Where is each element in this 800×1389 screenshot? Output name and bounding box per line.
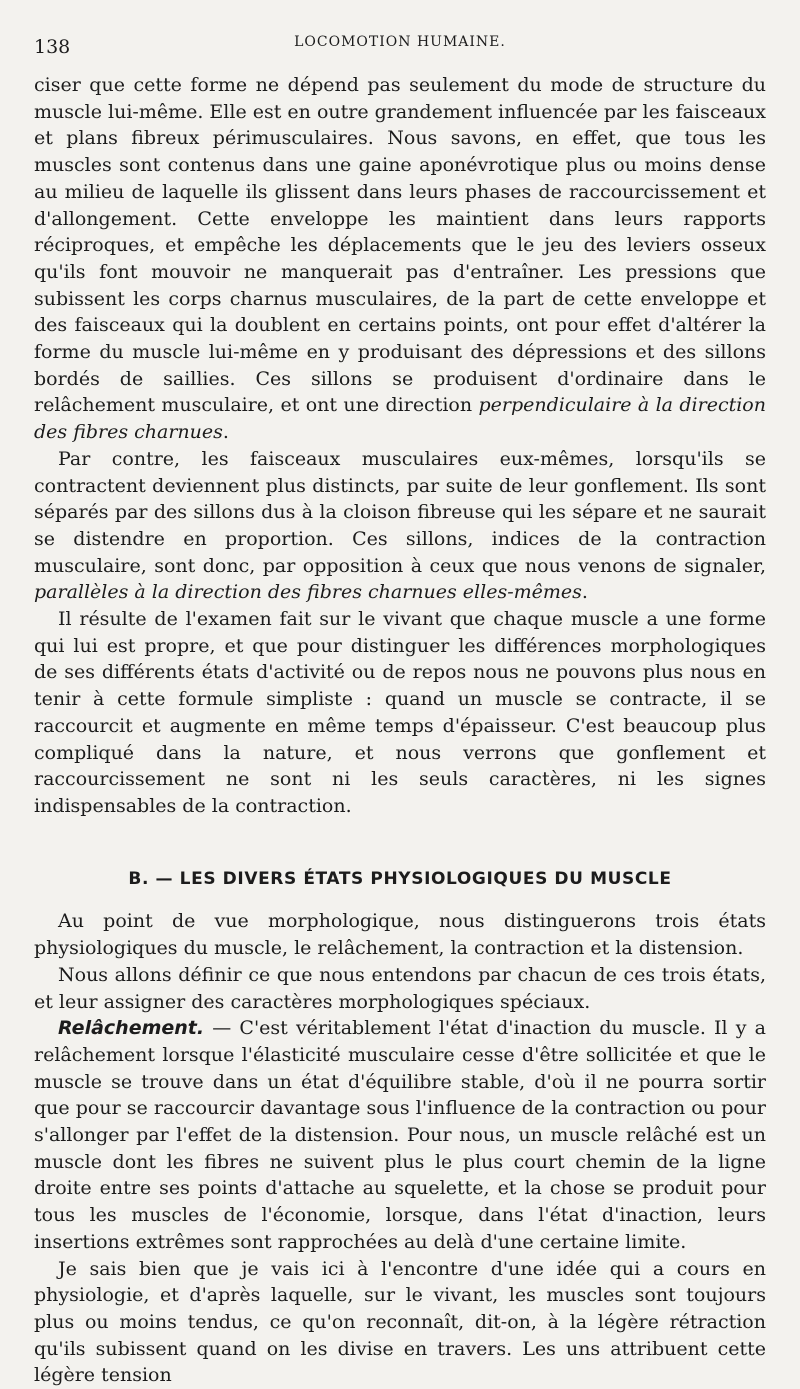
text-segment: ciser que cette forme ne dépend pas seulement du mode de structure du muscle lui-même. Elle est en outre grandement influencée par les faisceaux et plans fibreux périmusculaires. Nous savons, en effet, que tous les muscles sont contenus dans une gaine aponévrotique plus ou moins dense au milieu de laquelle ils glissent dans leurs phases de raccourcissement et d'allongement. Cette enveloppe les maintient dans leurs rapports réciproques, et empêche les déplacements que le jeu des leviers osseux qu'ils font mouvoir ne manquerait pas d'entraîner. Les pressions que subissent les corps charnus musculaires, de la part de cette enveloppe et des faisceaux qui la doublent en certains points, ont pour effet d'altérer la forme du muscle lui-même en y produisant des dépressions et des sillons bordés de saillies. Ces sillons se produisent d'ordinaire dans le relâchement musculaire, et ont une direction [34, 74, 766, 417]
text-segment: Nous allons définir ce que nous entendons par chacun de ces trois états, et leur assigner des caractères morphologiques spéciaux. [34, 963, 766, 1013]
run-in-heading: Relâchement. [58, 1017, 205, 1040]
text-segment: Par contre, les faisceaux musculaires eux-mêmes, lorsqu'ils se contractent deviennent plus distincts, par suite de leur gonflement. Ils sont séparés par des sillons dus à la cloison fibreuse qui les sépare et ne saurait se distendre en proportion. Ces sillons, indices de la contraction musculaire, sont donc, par opposition à ceux que nous venons de signaler, [34, 447, 766, 577]
text-segment: . [222, 421, 229, 444]
paragraph [34, 446, 766, 606]
paragraph [34, 1015, 766, 1255]
italic-phrase: parallèles à la direction des fibres charnues elles-mêmes [34, 581, 582, 604]
running-header [34, 28, 766, 58]
paragraph [34, 72, 766, 446]
paragraph [34, 962, 766, 1015]
text-segment: — C'est véritablement l'état d'inaction du muscle. Il y a relâchement lorsque l'élasticité musculaire cesse d'être sollicitée et que le muscle se trouve dans un état d'équilibre stable, d'où il ne pourra sortir que pour se raccourcir davantage sous l'influence de la contraction ou pour s'allonger par l'effet de la distension. Pour nous, un muscle relâché est un muscle dont les fibres ne suivent plus le plus court chemin de la ligne droite entre ses points d'attache au squelette, et la chose se produit pour tous les muscles de l'économie, lorsque, dans l'état d'inaction, leurs insertions extrêmes sont rapprochées au delà d'une certaine limite. [34, 1017, 766, 1253]
paragraph [34, 908, 766, 961]
section-heading: B. — LES DIVERS ÉTATS PHYSIOLOGIQUES DU MUSCLE [128, 868, 672, 889]
body-text [34, 72, 766, 1389]
text-segment: . [581, 581, 588, 604]
paragraph [34, 606, 766, 820]
text-segment: Il résulte de l'examen fait sur le vivant que chaque muscle a une forme qui lui est propre, et que pour distinguer les différences morphologiques de ses différents états d'activité ou de repos nous ne pouvons plus nous en tenir à cette formule simpliste : quand un muscle se contracte, il se raccourcit et augmente en même temps d'épaisseur. C'est beaucoup plus compliqué dans la nature, et nous verrons que gonflement et raccourcissement ne sont ni les seuls caractères, ni les signes indispensables de la contraction. [34, 608, 766, 817]
paragraph [34, 1256, 766, 1389]
running-title: LOCOMOTION HUMAINE. [294, 34, 506, 50]
text-segment: Au point de vue morphologique, nous distinguerons trois états physiologiques du muscle, le relâchement, la contraction et la distension. [34, 910, 766, 960]
text-segment: Je sais bien que je vais ici à l'encontre d'une idée qui a cours en physiologie, et d'après laquelle, sur le vivant, les muscles sont toujours plus ou moins tendus, ce qu'on reconnaît, dit-on, à la légère rétraction qu'ils subissent quand on les divise en travers. Les uns attribuent cette légère tension [34, 1257, 766, 1387]
page-number: 138 [34, 36, 71, 58]
italic-phrase: perpendiculaire à la direction des fibres charnues [34, 394, 766, 444]
